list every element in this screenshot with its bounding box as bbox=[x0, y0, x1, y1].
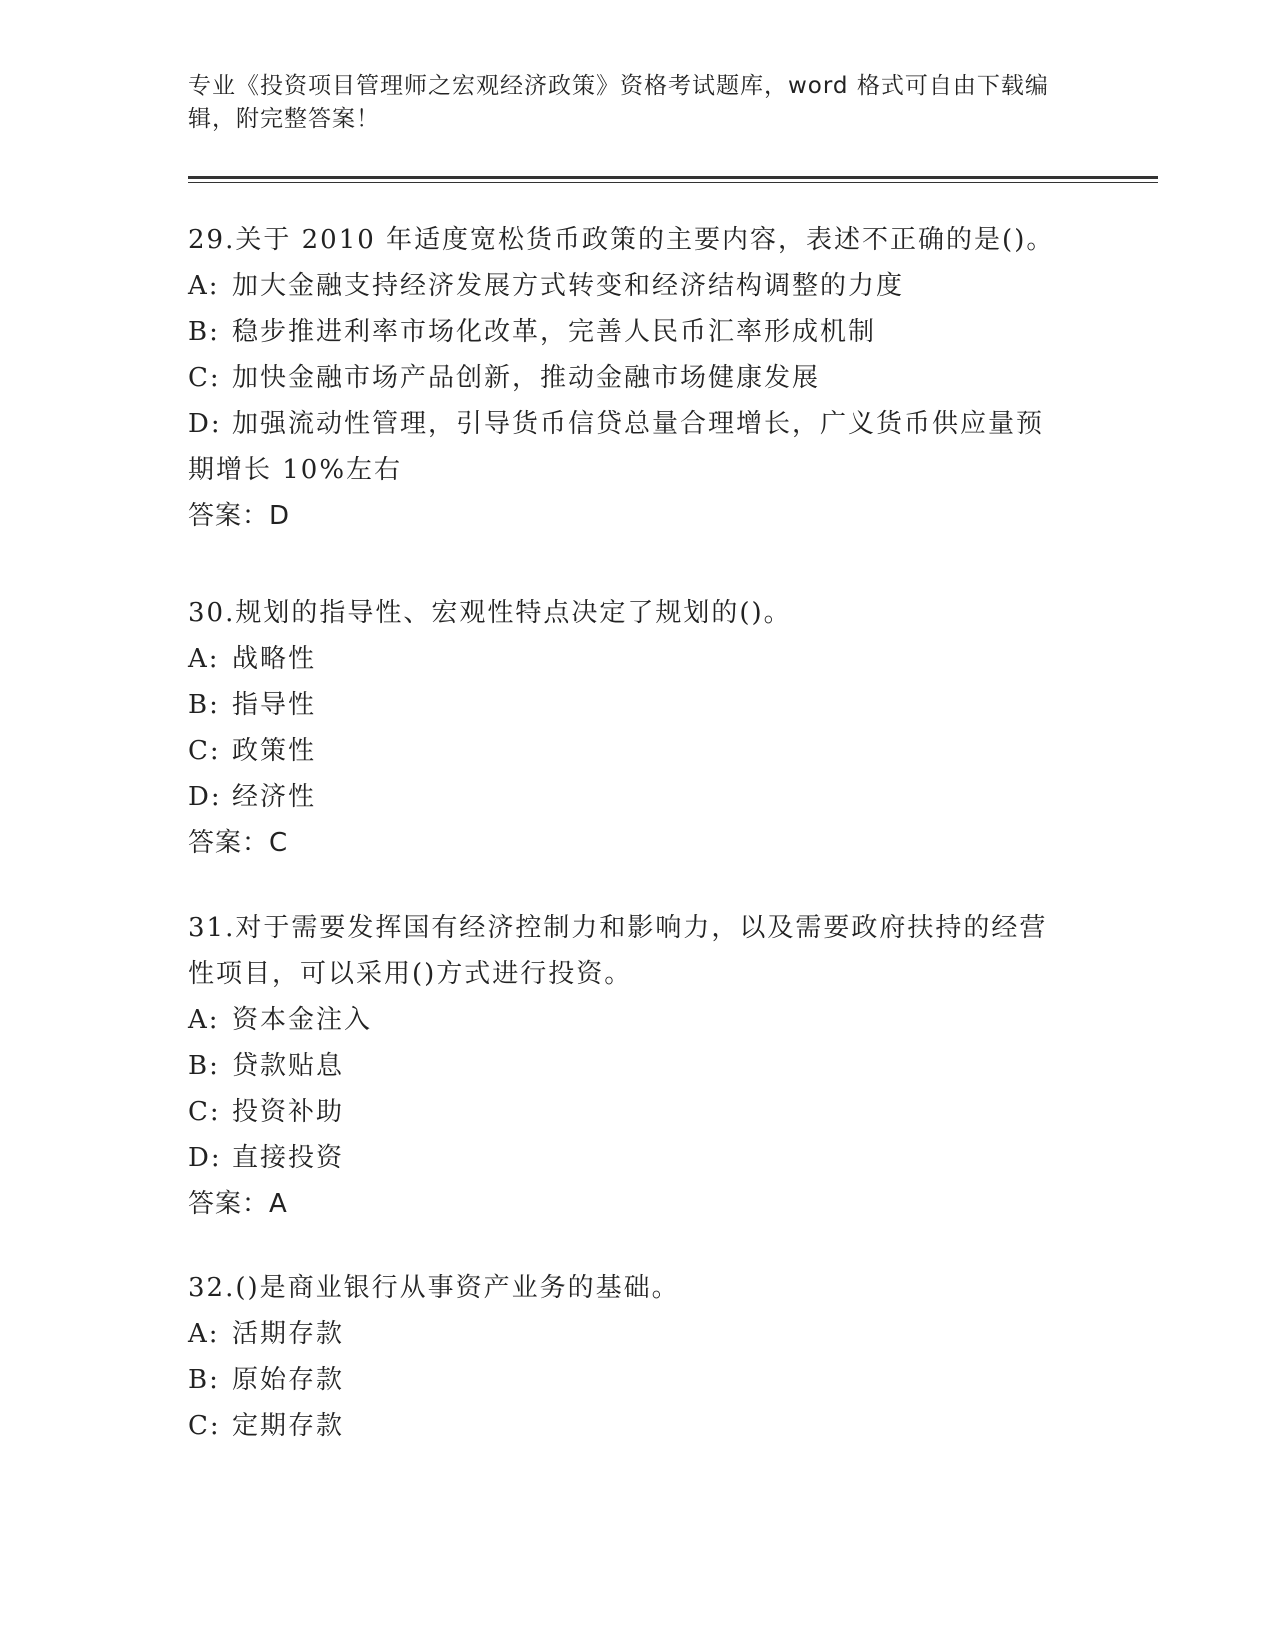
question-stem: 32.()是商业银行从事资产业务的基础。 bbox=[188, 1273, 680, 1303]
option-a: A: 资本金注入 bbox=[188, 1005, 373, 1035]
answer: 答案：A bbox=[188, 1189, 288, 1219]
header-line-2: 辑，附完整答案！ bbox=[188, 106, 380, 132]
answer: 答案：D bbox=[188, 501, 291, 531]
question-29 bbox=[188, 217, 1078, 539]
question-stem-line-1: 31.对于需要发挥国有经济控制力和影响力，以及需要政府扶持的经营 bbox=[188, 913, 1048, 943]
option-d-continued: 期增长 10%左右 bbox=[188, 455, 403, 485]
option-b: B: 指导性 bbox=[188, 690, 317, 720]
option-d: D: 直接投资 bbox=[188, 1143, 345, 1173]
document-header bbox=[188, 70, 1088, 136]
answer: 答案：C bbox=[188, 828, 289, 858]
option-a: A: 加大金融支持经济发展方式转变和经济结构调整的力度 bbox=[188, 271, 905, 301]
option-a: A: 战略性 bbox=[188, 644, 317, 674]
option-c: C: 加快金融市场产品创新，推动金融市场健康发展 bbox=[188, 363, 821, 393]
header-divider-thin bbox=[188, 182, 1158, 183]
option-b: B: 稳步推进利率市场化改革，完善人民币汇率形成机制 bbox=[188, 317, 877, 347]
option-b: B: 贷款贴息 bbox=[188, 1051, 345, 1081]
question-32 bbox=[188, 1265, 1078, 1449]
question-30 bbox=[188, 590, 1078, 866]
option-a: A: 活期存款 bbox=[188, 1319, 345, 1349]
option-d: D: 经济性 bbox=[188, 782, 317, 812]
option-d: D: 加强流动性管理，引导货币信贷总量合理增长，广义货币供应量预 bbox=[188, 409, 1045, 439]
question-stem-line-2: 性项目，可以采用()方式进行投资。 bbox=[188, 959, 633, 989]
option-c: C: 定期存款 bbox=[188, 1411, 345, 1441]
header-divider bbox=[188, 176, 1158, 179]
question-31 bbox=[188, 905, 1078, 1227]
question-stem: 29.关于 2010 年适度宽松货币政策的主要内容，表述不正确的是()。 bbox=[188, 225, 1055, 255]
option-c: C: 投资补助 bbox=[188, 1097, 345, 1127]
option-b: B: 原始存款 bbox=[188, 1365, 345, 1395]
question-stem: 30.规划的指导性、宏观性特点决定了规划的()。 bbox=[188, 598, 792, 628]
option-c: C: 政策性 bbox=[188, 736, 317, 766]
header-line-1: 专业《投资项目管理师之宏观经济政策》资格考试题库，word 格式可自由下载编 bbox=[188, 73, 1049, 99]
